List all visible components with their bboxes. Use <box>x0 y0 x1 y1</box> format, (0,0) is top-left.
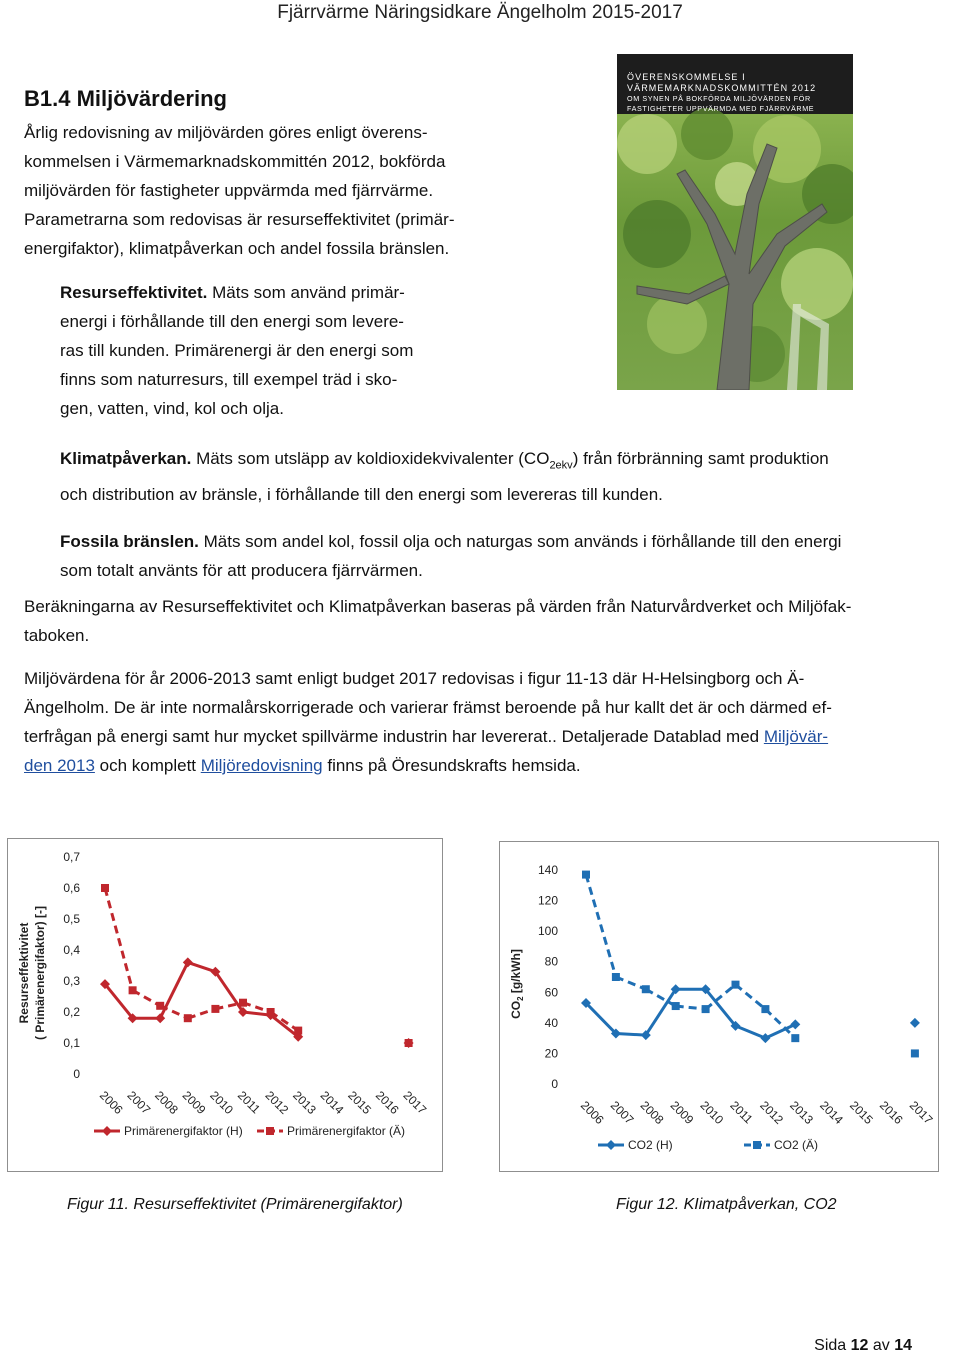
intro-line: Parametrarna som redovisas är resurseffektivitet (primär- <box>24 210 455 229</box>
intro-paragraph <box>24 118 524 263</box>
x-tick-label: 2015 <box>846 1098 876 1128</box>
resurs-line: finns som naturresurs, till exempel träd i sko- <box>60 370 398 389</box>
x-tick-label: 2016 <box>372 1088 402 1118</box>
series-line-segment <box>243 1003 271 1012</box>
x-tick-label: 2011 <box>234 1088 264 1117</box>
cover-title <box>627 72 847 114</box>
berakning-paragraph <box>24 592 936 650</box>
x-tick-label: 2012 <box>262 1088 292 1118</box>
y-tick-label: 0,7 <box>63 850 80 864</box>
data-point <box>760 1033 770 1043</box>
y-tick-label: 0,6 <box>63 881 80 895</box>
legend-marker <box>753 1141 761 1149</box>
data-point <box>790 1019 800 1029</box>
data-point <box>761 1005 769 1013</box>
legend-label: Primärenergifaktor (H) <box>124 1124 243 1138</box>
y-axis-title: Resurseffektivitet <box>17 922 31 1024</box>
data-point <box>582 871 590 879</box>
y-tick-label: 0,2 <box>63 1005 80 1019</box>
y-tick-label: 120 <box>537 893 558 908</box>
cover-title-line: VÄRMEMARKNADSKOMMITTÉN 2012 <box>627 83 817 93</box>
legend-marker <box>606 1140 616 1150</box>
series-line-segment <box>765 1009 795 1038</box>
page-current: 12 <box>850 1337 869 1354</box>
section-heading: B1.4 Miljövärdering <box>24 86 227 111</box>
series-line-segment <box>188 1009 216 1018</box>
mv-line: Miljövärdena för år 2006-2013 samt enligt budget 2017 redovisas i figur 11-13 där H-Helsingborg och Ä- <box>24 669 805 688</box>
x-tick-label: 2006 <box>577 1098 607 1128</box>
x-tick-label: 2013 <box>290 1088 319 1118</box>
fossil-text: Mäts som andel kol, fossil olja och naturgas som används i förhållande till den energi <box>198 532 842 551</box>
intro-line: kommelsen i Värmemarknadskommittén 2012, bokförda <box>24 152 446 171</box>
y-tick-label: 60 <box>544 985 558 1000</box>
y-tick-label: 0 <box>551 1077 558 1091</box>
data-point <box>156 1002 164 1010</box>
klimat-subscript: 2ekv <box>549 459 573 472</box>
data-point <box>612 973 620 981</box>
x-tick-label: 2012 <box>757 1098 787 1128</box>
berakning-line: Beräkningarna av Resurseffektivitet och Klimatpåverkan baseras på värden från Naturvårdverket och Miljöfak- <box>24 597 852 616</box>
x-tick-label: 2016 <box>876 1098 906 1128</box>
cover-subtitle-line: FASTIGHETER UPPVÄRMDA MED FJÄRRVÄRME <box>627 104 815 113</box>
report-cover-image <box>617 54 853 390</box>
mv-text: och komplett <box>94 756 201 775</box>
x-tick-label: 2010 <box>207 1088 237 1118</box>
series-line-segment <box>105 888 133 990</box>
series-line-segment <box>616 977 646 989</box>
mv-text: finns på Öresundskrafts hemsida. <box>322 756 581 775</box>
y-tick-label: 0 <box>73 1067 80 1081</box>
y-tick-label: 40 <box>544 1015 558 1030</box>
intro-line: Årlig redovisning av miljövärden göres enligt överens- <box>24 123 428 142</box>
legend-label: Primärenergifaktor (Ä) <box>287 1124 406 1138</box>
y-tick-label: 80 <box>544 954 558 969</box>
x-tick-label: 2014 <box>817 1098 846 1128</box>
series-line-segment <box>586 875 616 977</box>
klimat-title: Klimatpåverkan. <box>60 449 192 468</box>
y-axis-title-part: [g/kWh] <box>509 949 523 997</box>
legend-label: CO2 (H) <box>628 1138 673 1152</box>
chart-primarenergifaktor <box>7 838 443 1172</box>
y-tick-label: 100 <box>537 924 558 939</box>
resurs-line: energi i förhållande till den energi som levere- <box>60 312 404 331</box>
data-point <box>294 1027 302 1035</box>
miljoredovisning-link[interactable]: Miljöredovisning <box>200 756 323 775</box>
legend-marker <box>266 1127 274 1135</box>
cover-subtitle-line: OM SYNEN PÅ BOKFÖRDA MILJÖVÄRDEN FÖR <box>627 94 811 103</box>
series-line-segment <box>706 989 736 1026</box>
x-tick-label: 2013 <box>787 1098 816 1128</box>
klimat-line: och distribution av bränsle, i förhållande till den energi som levereras till kunden. <box>60 485 663 505</box>
series-line-segment <box>133 990 161 1006</box>
page-label: av <box>868 1337 895 1354</box>
fossil-title: Fossila bränslen. <box>60 532 199 551</box>
series-line-segment <box>160 962 188 1018</box>
resurs-line: gen, vatten, vind, kol och olja. <box>60 399 284 418</box>
data-point <box>910 1018 920 1028</box>
resurs-title: Resurseffektivitet. <box>60 283 208 302</box>
miljovarden-2013-link[interactable]: Miljövär- <box>763 727 829 746</box>
series-line-segment <box>676 1006 706 1009</box>
x-tick-label: 2008 <box>152 1088 181 1118</box>
figure-12-caption: Figur 12. KIimatpåverkan, CO2 <box>616 1196 837 1213</box>
y-axis-title: ( Primärenergifaktor) [-] <box>33 905 47 1041</box>
figure-11-caption: Figur 11. Resurseffektivitet (Primärenergifaktor) <box>67 1196 403 1213</box>
page-number <box>814 1337 912 1355</box>
klimat-paragraph <box>60 444 940 509</box>
series-line-segment <box>765 1024 795 1038</box>
y-tick-label: 0,1 <box>63 1036 80 1050</box>
x-tick-label: 2017 <box>400 1088 430 1118</box>
y-axis-title-part: CO <box>509 1000 523 1019</box>
y-tick-label: 140 <box>537 863 558 877</box>
resurs-paragraph <box>60 278 490 423</box>
data-point <box>911 1049 919 1057</box>
x-tick-label: 2017 <box>906 1098 936 1128</box>
legend-label: CO2 (Ä) <box>774 1138 819 1152</box>
data-point <box>267 1008 275 1016</box>
x-tick-label: 2006 <box>96 1088 126 1118</box>
intro-line: energifaktor), klimatpåverkan och andel fossila bränslen. <box>24 239 450 258</box>
y-axis-title <box>509 949 525 1019</box>
y-tick-label: 20 <box>544 1046 558 1061</box>
series-line-segment <box>736 1026 766 1038</box>
intro-line: miljövärden för fastigheter uppvärmda med fjärrvärme. <box>24 181 434 200</box>
y-tick-label: 0,4 <box>63 943 80 957</box>
resurs-line: ras till kunden. Primärenergi är den energi som <box>60 341 414 360</box>
chart-primarenergifaktor-svg <box>8 839 442 1171</box>
x-tick-label: 2009 <box>179 1088 209 1118</box>
fossil-paragraph <box>60 527 940 585</box>
chart-co2-svg <box>500 842 938 1171</box>
series-line-segment <box>586 1003 616 1034</box>
series-line-segment <box>188 962 216 971</box>
data-point <box>183 957 193 967</box>
data-point <box>239 999 247 1007</box>
y-axis-title-subscript: 2 <box>516 996 525 1001</box>
y-tick-label: 0,5 <box>63 912 80 926</box>
x-tick-label: 2009 <box>667 1098 697 1128</box>
legend-marker <box>102 1126 112 1136</box>
page-total: 14 <box>894 1337 912 1354</box>
data-point <box>732 981 740 989</box>
series-line-segment <box>105 984 133 1018</box>
data-point <box>211 1005 219 1013</box>
page-label: Sida <box>814 1337 851 1354</box>
miljovarden-2013-link[interactable]: den 2013 <box>24 756 95 775</box>
miljovarden-paragraph <box>24 664 936 780</box>
data-point <box>405 1039 413 1047</box>
data-point <box>101 884 109 892</box>
series-line-segment <box>736 985 766 1009</box>
data-point <box>791 1034 799 1042</box>
data-point <box>129 986 137 994</box>
cover-title-line: ÖVERENSKOMMELSE I <box>627 72 746 82</box>
resurs-line: Mäts som använd primär- <box>207 283 405 302</box>
x-tick-label: 2015 <box>345 1088 375 1118</box>
x-tick-label: 2010 <box>697 1098 727 1128</box>
klimat-text: ) från förbränning samt produktion <box>572 449 829 468</box>
y-tick-label: 0,3 <box>63 974 80 988</box>
data-point <box>184 1014 192 1022</box>
berakning-line: taboken. <box>24 626 90 645</box>
chart-co2 <box>499 841 939 1172</box>
document-header: Fjärrvärme Näringsidkare Ängelholm 2015-2017 <box>277 2 683 23</box>
series-line-segment <box>271 1015 299 1037</box>
x-tick-label: 2011 <box>727 1098 756 1127</box>
x-tick-label: 2007 <box>124 1088 154 1118</box>
x-tick-label: 2008 <box>637 1098 667 1128</box>
data-point <box>672 1002 680 1010</box>
data-point <box>642 985 650 993</box>
x-tick-label: 2007 <box>607 1098 637 1128</box>
mv-line: Ängelholm. De är inte normalårskorrigerade och varierar främst beroende på hur kallt det är och därmed ef- <box>24 698 832 717</box>
fossil-line: som totalt använts för att producera fjärrvärmen. <box>60 561 423 580</box>
mv-line: terfrågan på energi samt hur mycket spillvärme industrin har levererat.. Detaljerade Datablad med <box>24 727 764 746</box>
klimat-text: Mäts som utsläpp av koldioxidekvivalenter (CO <box>191 449 550 468</box>
data-point <box>155 1013 165 1023</box>
data-point <box>702 1005 710 1013</box>
x-tick-label: 2014 <box>317 1088 347 1118</box>
